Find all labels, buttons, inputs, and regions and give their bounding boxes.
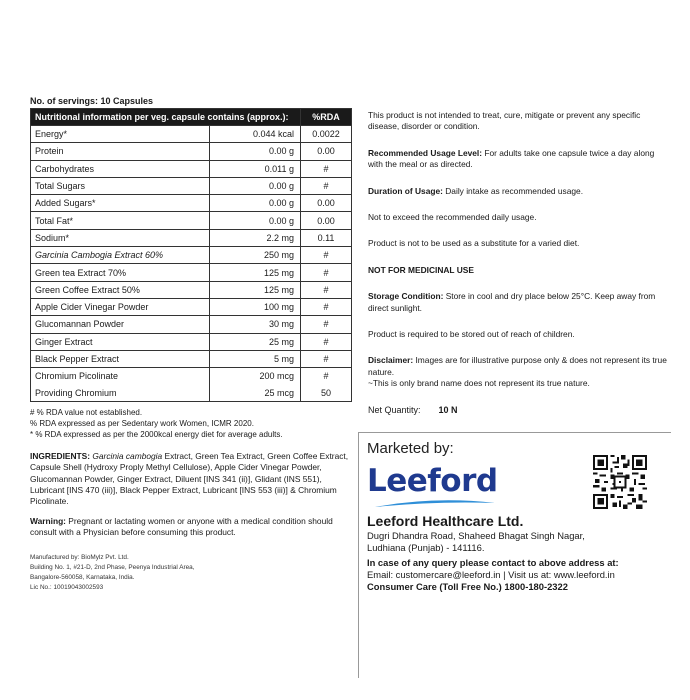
usage-level: [368, 148, 670, 171]
nutrient-amount: 0.00 g: [210, 177, 301, 194]
table-row: [31, 350, 352, 367]
storage-text: Store in cool and dry place below 25°C. Keep away from direct sunlight.: [368, 291, 656, 313]
table-header: [31, 109, 352, 126]
nutrient-name: Chromium Picolinate: [31, 368, 210, 385]
nutrient-rda: #: [301, 316, 352, 333]
nutrient-amount: 125 mg: [210, 264, 301, 281]
nutrient-amount: 25 mg: [210, 333, 301, 350]
nutrient-amount: 100 mg: [210, 298, 301, 315]
disclaimer-top: This product is not intended to treat, cure, mitigate or prevent any specific disease, disorder or condition.: [368, 110, 641, 132]
disclaimer: [368, 355, 670, 378]
nutrient-amount: 125 mg: [210, 281, 301, 298]
storage-label: Storage Condition:: [368, 291, 444, 302]
nutrient-amount: 0.044 kcal: [210, 126, 301, 143]
nutrient-name: Carbohydrates: [31, 160, 210, 177]
nutrient-name: Total Fat*: [31, 212, 210, 229]
nutrient-amount: 0.011 g: [210, 160, 301, 177]
table-row: [31, 160, 352, 177]
disclaimer-text: Images are for illustrative purpose only & does not represent its true nature.: [368, 355, 667, 377]
leeford-logo: [367, 463, 497, 507]
nutrient-amount: 0.00 g: [210, 143, 301, 160]
nutrient-rda: #: [301, 298, 352, 315]
nutrient-name: Green tea Extract 70%: [31, 264, 210, 281]
address-line: Ludhiana (Punjab) - 141116.: [367, 542, 485, 553]
nutrient-rda: #: [301, 368, 352, 385]
manufacturer-line: Manufactured by: BioMylz Pvt. Ltd.: [30, 553, 129, 561]
net-value: 10 N: [438, 404, 458, 415]
children: Product is required to be stored out of reach of children.: [368, 329, 575, 340]
nutrient-rda: #: [301, 160, 352, 177]
warning: [30, 516, 352, 539]
table-row: [31, 195, 352, 212]
nutrient-rda: 0.00: [301, 212, 352, 229]
nutrition-table: [30, 108, 352, 402]
note-line: % RDA expressed as per Sedentary work Women, ICMR 2020.: [30, 418, 254, 428]
company-name: Leeford Healthcare Ltd.: [367, 513, 524, 529]
nutrient-rda: 0.0022: [301, 126, 352, 143]
nutrient-amount: 0.00 g: [210, 212, 301, 229]
nutrient-amount: 30 mg: [210, 316, 301, 333]
nutrient-rda: #: [301, 281, 352, 298]
nutrient-rda: #: [301, 264, 352, 281]
nutrient-rda: #: [301, 333, 352, 350]
nutrient-amount: 5 mg: [210, 350, 301, 367]
nutrient-rda: #: [301, 247, 352, 264]
nutrient-name: Sodium*: [31, 229, 210, 246]
table-row: [31, 368, 352, 385]
ingredients: [30, 451, 352, 508]
not-medicinal-text: NOT FOR MEDICINAL USE: [368, 264, 474, 275]
substitute: Product is not to be used as a substitute for a varied diet.: [368, 238, 580, 249]
manufacturer-info: [30, 553, 352, 593]
manufacturer-line: Bangalore-560058, Karnataka, India.: [30, 573, 135, 581]
contact-line: Email: customercare@leeford.in | Visit us at: www.leeford.in: [367, 569, 615, 580]
table-row: [31, 281, 352, 298]
contact-heading: In case of any query please contact to above address at:: [367, 557, 619, 568]
not-medicinal: [368, 265, 670, 276]
table-row: [31, 143, 352, 160]
marketer-box: [358, 432, 671, 678]
nutrient-name: Green Coffee Extract 50%: [31, 281, 210, 298]
nutrient-amount: 25 mcg: [210, 384, 301, 401]
manufacturer-line: Building No. 1, #21-D, 2nd Phase, Peenya Industrial Area,: [30, 563, 195, 571]
rda-notes: [30, 407, 352, 440]
servings-count: No. of servings: 10 Capsules: [30, 96, 154, 106]
company-address: [367, 530, 585, 554]
disclaimer-label: Disclaimer:: [368, 355, 414, 366]
duration-label: Duration of Usage:: [368, 185, 443, 196]
nutrient-rda: 0.11: [301, 229, 352, 246]
nutrient-name: Total Sugars: [31, 177, 210, 194]
nutrient-name: Garcinia Cambogia Extract 60%: [31, 247, 210, 264]
table-row: [31, 247, 352, 264]
nutrient-amount: 250 mg: [210, 247, 301, 264]
warning-text: Pregnant or lactating women or anyone with a medical condition should consult with a Physician before consuming this product.: [30, 515, 333, 538]
table-row: [31, 126, 352, 143]
nutrient-name: Added Sugars*: [31, 195, 210, 212]
ingredients-label: INGREDIENTS:: [30, 450, 91, 461]
table-row: [31, 177, 352, 194]
nutrient-rda: 0.00: [301, 143, 352, 160]
nutrient-name: Ginger Extract: [31, 333, 210, 350]
table-row: [31, 384, 352, 401]
usage-label: Recommended Usage Level:: [368, 147, 483, 158]
nutrient-name: Black Pepper Extract: [31, 350, 210, 367]
net-label: Net Quantity:: [368, 404, 421, 415]
nutrient-amount: 200 mcg: [210, 368, 301, 385]
duration: [368, 186, 670, 197]
ingredients-text: Extract, Green Tea Extract, Green Coffee Extract, Capsule Shell (Hydroxy Proply Methyl Cellulose), Apple Cider Vinegar Powder, Glucomannan Powder, Ginger Extract, Diluent [INS 341 (ii)], Glidant (INS 551), Lubricant [INS 470 (iii)], Black Pepper Extract, Lubricant [INS 553 (iii)] & Chromium Picolinate.: [30, 450, 349, 507]
nutrient-name: Protein: [31, 143, 210, 160]
nutrient-rda: 50: [301, 384, 352, 401]
storage: [368, 291, 670, 314]
table-row: [31, 316, 352, 333]
nutrient-name: Glucomannan Powder: [31, 316, 210, 333]
marketed-by: Marketed by:: [367, 440, 454, 457]
note-line: * % RDA expressed as per the 2000kcal energy diet for average adults.: [30, 429, 283, 439]
table-row: [31, 264, 352, 281]
nutrient-amount: 0.00 g: [210, 195, 301, 212]
nutrient-name: Energy*: [31, 126, 210, 143]
table-header-rda: %RDA: [301, 109, 352, 126]
brand-note: ~This is only brand name does not represent its true nature.: [368, 378, 590, 389]
contact-info: [367, 557, 667, 593]
address-line: Dugri Dhandra Road, Shaheed Bhagat Singh Nagar,: [367, 530, 585, 541]
ingredients-first: Garcinia cambogia: [92, 450, 163, 461]
qr-code-icon: [593, 455, 647, 509]
nutrient-name: Apple Cider Vinegar Powder: [31, 298, 210, 315]
left-column: [30, 96, 352, 593]
net-quantity: [368, 405, 670, 416]
not-exceed: Not to exceed the recommended daily usage.: [368, 212, 537, 223]
table-row: [31, 212, 352, 229]
table-row: [31, 333, 352, 350]
nutrient-rda: #: [301, 177, 352, 194]
note-line: # % RDA value not established.: [30, 407, 143, 417]
nutrient-amount: 2.2 mg: [210, 229, 301, 246]
table-row: [31, 298, 352, 315]
nutrition-table-body: [31, 126, 352, 402]
logo-swoosh-icon: [375, 499, 495, 509]
nutrient-rda: 0.00: [301, 195, 352, 212]
table-row: [31, 229, 352, 246]
logo-text: Leeford: [367, 463, 498, 499]
warning-label: Warning:: [30, 515, 66, 526]
usage-text: For adults take one capsule twice a day along with the meal or as directed.: [368, 147, 655, 170]
manufacturer-line: Lic No.: 10019043002593: [30, 583, 104, 591]
table-header-title: Nutritional information per veg. capsule contains (approx.):: [31, 109, 301, 126]
nutrient-name: Providing Chromium: [31, 384, 210, 401]
duration-text: Daily intake as recommended usage.: [442, 185, 584, 196]
consumer-care: Consumer Care (Toll Free No.) 1800-180-2322: [367, 581, 568, 592]
right-column: [368, 110, 670, 416]
nutrient-rda: #: [301, 350, 352, 367]
